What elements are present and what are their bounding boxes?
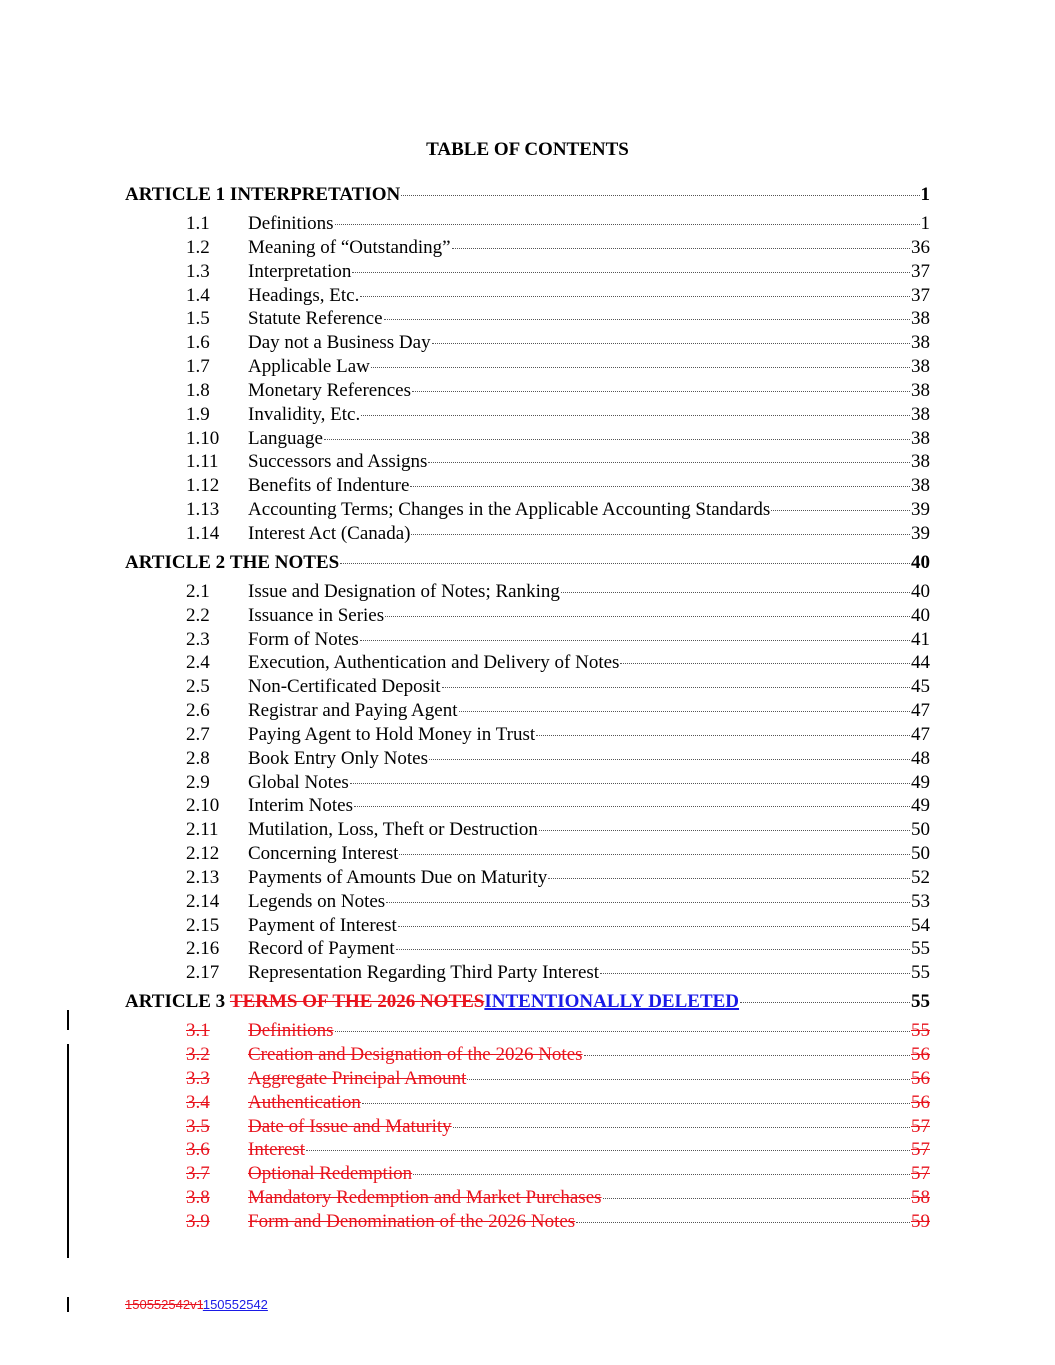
section-number: 2.14 — [186, 890, 220, 912]
section-number: 1.8 — [186, 379, 210, 401]
section-number: 1.3 — [186, 260, 210, 282]
dot-leader — [384, 319, 910, 320]
dot-leader — [453, 1127, 910, 1128]
page-number: 55 — [911, 1020, 930, 1042]
section-title: Definitions — [248, 213, 334, 234]
section-title: Optional Redemption — [248, 1163, 413, 1185]
toc-section-entry[interactable] — [125, 331, 930, 355]
section-number: 3.3 — [186, 1067, 210, 1089]
page-number: 48 — [911, 747, 930, 769]
section-number: 2.15 — [186, 914, 220, 936]
toc-section-entry[interactable] — [125, 771, 930, 795]
toc-section-entry[interactable] — [125, 842, 930, 866]
dot-leader — [352, 272, 910, 273]
section-title: Statute Reference — [248, 308, 383, 330]
section-title: Accounting Terms; Changes in the Applicable Accounting Standards — [248, 499, 771, 521]
section-title: Date of Issue and Maturity — [248, 1115, 452, 1137]
section-number: 1.9 — [186, 403, 210, 425]
dot-leader — [362, 1103, 910, 1104]
toc-section-entry[interactable] — [125, 212, 930, 236]
section-number: 1.5 — [186, 308, 210, 330]
dot-leader — [306, 1150, 910, 1151]
article-label: ARTICLE 2 — [125, 551, 226, 573]
toc-section-entry[interactable] — [125, 604, 930, 628]
toc-section-entry[interactable] — [125, 236, 930, 260]
toc-section-entry[interactable] — [125, 937, 930, 961]
page-number: 57 — [911, 1139, 930, 1161]
section-title: Mandatory Redemption and Market Purchases — [248, 1187, 602, 1209]
section-number: 2.2 — [186, 604, 210, 626]
dot-leader — [324, 439, 910, 440]
section-title: Successors and Assigns — [248, 451, 428, 473]
section-title: Paying Agent to Hold Money in Trust — [248, 723, 536, 745]
dot-leader — [371, 367, 910, 368]
section-title: Global Notes — [248, 771, 349, 793]
dot-leader — [410, 486, 910, 487]
toc-section-entry[interactable] — [125, 355, 930, 379]
dot-leader — [411, 534, 910, 535]
toc-section-entry[interactable] — [125, 580, 930, 604]
toc-section-entry[interactable] — [125, 498, 930, 522]
toc-section-entry[interactable] — [125, 699, 930, 723]
section-title: Payments of Amounts Due on Maturity — [248, 866, 548, 888]
dot-leader — [428, 462, 910, 463]
page-number: 38 — [911, 332, 930, 354]
section-number: 2.3 — [186, 628, 210, 650]
section-number: 1.2 — [186, 236, 210, 258]
dot-leader — [399, 854, 910, 855]
page-number: 47 — [911, 723, 930, 745]
page-number: 38 — [911, 427, 930, 449]
section-title: Form and Denomination of the 2026 Notes — [248, 1210, 576, 1232]
toc-section-entry[interactable] — [125, 284, 930, 308]
section-number: 2.4 — [186, 652, 210, 674]
section-number: 3.6 — [186, 1139, 210, 1161]
dot-leader — [432, 343, 910, 344]
section-title: Day not a Business Day — [248, 332, 431, 354]
toc-section-entry[interactable] — [125, 818, 930, 842]
page-number: 55 — [911, 991, 930, 1013]
page-number: 49 — [911, 795, 930, 817]
section-number: 3.8 — [186, 1187, 210, 1209]
section-number: 2.13 — [186, 866, 220, 888]
dot-leader — [360, 296, 910, 297]
dot-leader — [603, 1198, 910, 1199]
page-number: 38 — [911, 475, 930, 497]
toc-section-entry[interactable] — [125, 675, 930, 699]
section-title: Record of Payment — [248, 938, 395, 960]
dot-leader — [361, 415, 910, 416]
toc-title: TABLE OF CONTENTS — [426, 139, 629, 160]
article-label: ARTICLE 1 — [125, 184, 226, 205]
toc-section-entry[interactable] — [125, 961, 930, 985]
toc-section-entry[interactable] — [125, 1115, 930, 1139]
page-number: 38 — [911, 356, 930, 378]
section-number: 2.9 — [186, 771, 210, 793]
dot-leader — [561, 592, 910, 593]
section-title: Headings, Etc. — [248, 284, 360, 306]
toc-article-entry[interactable] — [125, 546, 930, 580]
inserted-doc-id: 150552542 — [202, 1297, 268, 1312]
section-number: 1.14 — [186, 522, 220, 544]
dot-leader — [401, 195, 919, 196]
page-number: 53 — [911, 890, 930, 912]
dot-leader — [429, 759, 910, 760]
section-title: Registrar and Paying Agent — [248, 700, 458, 722]
dot-leader — [360, 640, 910, 641]
section-number: 2.10 — [186, 795, 220, 817]
section-number: 3.2 — [186, 1044, 210, 1065]
change-bar — [67, 1010, 69, 1030]
section-number: 1.10 — [186, 427, 220, 449]
page-number: 38 — [911, 379, 930, 401]
dot-leader — [467, 1079, 910, 1080]
toc-section-entry[interactable] — [125, 651, 930, 675]
section-number: 1.11 — [186, 451, 219, 473]
dot-leader — [600, 973, 910, 974]
dot-leader — [350, 783, 910, 784]
dot-leader — [620, 663, 910, 664]
toc-section-entry[interactable] — [125, 1019, 930, 1043]
toc-section-entry[interactable] — [125, 474, 930, 498]
dot-leader — [740, 1002, 910, 1003]
page-number: 59 — [911, 1210, 930, 1232]
section-number: 2.17 — [186, 962, 220, 984]
section-title: Language — [248, 427, 323, 449]
dot-leader — [548, 878, 910, 879]
page-number: 49 — [911, 771, 930, 793]
toc-section-entry[interactable] — [125, 1091, 930, 1115]
toc-section-entry[interactable] — [125, 260, 930, 284]
section-title: Non-Certificated Deposit — [248, 676, 441, 698]
section-number: 3.5 — [186, 1115, 210, 1137]
section-title: Representation Regarding Third Party Interest — [248, 962, 600, 984]
section-title: Creation and Designation of the 2026 Notes — [248, 1044, 583, 1065]
section-title: Meaning of “Outstanding” — [248, 236, 451, 258]
toc-section-entry[interactable] — [125, 522, 930, 546]
section-number: 2.11 — [186, 819, 219, 841]
dot-leader — [335, 224, 920, 225]
section-number: 1.4 — [186, 284, 210, 306]
section-title: Interest Act (Canada) — [248, 522, 411, 544]
section-title: Invalidity, Etc. — [248, 403, 361, 425]
toc-section-entry[interactable] — [125, 1186, 930, 1210]
page-number: 52 — [911, 866, 930, 888]
section-title: Form of Notes — [248, 628, 359, 650]
dot-leader — [584, 1055, 910, 1056]
section-number: 2.5 — [186, 676, 210, 698]
section-number: 1.1 — [186, 213, 210, 234]
toc-section-entry[interactable] — [125, 628, 930, 652]
dot-leader — [576, 1222, 910, 1223]
page-number: 57 — [911, 1115, 930, 1137]
toc-section-entry[interactable] — [125, 914, 930, 938]
toc-article-entry[interactable] — [125, 985, 930, 1019]
section-number: 1.13 — [186, 499, 220, 521]
section-title: Execution, Authentication and Delivery of Notes — [248, 652, 620, 674]
section-number: 2.1 — [186, 580, 210, 602]
table-of-contents — [125, 178, 930, 1234]
toc-section-entry[interactable] — [125, 403, 930, 427]
deleted-doc-id: 150552542v1 — [125, 1297, 203, 1312]
page-number: 1 — [920, 213, 930, 234]
page-number: 37 — [911, 284, 930, 306]
toc-section-entry[interactable] — [125, 307, 930, 331]
section-number: 2.6 — [186, 700, 210, 722]
toc-section-entry[interactable] — [125, 379, 930, 403]
dot-leader — [452, 248, 910, 249]
article-heading: THE NOTES — [229, 551, 340, 573]
page-number: 55 — [911, 938, 930, 960]
toc-section-entry[interactable] — [125, 890, 930, 914]
page-number: 41 — [911, 628, 930, 650]
section-number: 2.16 — [186, 938, 220, 960]
page-number: 56 — [911, 1091, 930, 1113]
section-title: Legends on Notes — [248, 890, 386, 912]
section-title: Monetary References — [248, 379, 412, 401]
section-number: 3.4 — [186, 1091, 210, 1113]
dot-leader — [413, 1174, 910, 1175]
page-number: 39 — [911, 522, 930, 544]
dot-leader — [442, 687, 910, 688]
section-number: 3.9 — [186, 1210, 210, 1232]
article-heading-inserted: INTENTIONALLY DELETED — [484, 991, 740, 1013]
section-title: Authentication — [248, 1091, 361, 1113]
page-number: 1 — [920, 184, 930, 205]
section-number: 3.7 — [186, 1163, 210, 1185]
page-number: 38 — [911, 308, 930, 330]
toc-section-entry[interactable] — [125, 1162, 930, 1186]
section-title: Aggregate Principal Amount — [248, 1067, 467, 1089]
page-number: 57 — [911, 1163, 930, 1185]
section-number: 3.1 — [186, 1020, 210, 1042]
section-title: Concerning Interest — [248, 843, 399, 865]
dot-leader — [398, 926, 910, 927]
section-title: Applicable Law — [248, 356, 370, 378]
dot-leader — [335, 1031, 911, 1032]
page-number: 38 — [911, 403, 930, 425]
page-number: 38 — [911, 451, 930, 473]
page-number: 44 — [911, 652, 930, 674]
page-number: 56 — [911, 1067, 930, 1089]
toc-section-entry[interactable] — [125, 450, 930, 474]
article-heading: INTERPRETATION — [229, 184, 401, 205]
article-heading-deleted: TERMS OF THE 2026 NOTES — [229, 991, 485, 1013]
section-number: 1.6 — [186, 332, 210, 354]
change-bar — [67, 1044, 69, 1258]
dot-leader — [459, 711, 911, 712]
dot-leader — [386, 902, 910, 903]
page-number: 45 — [911, 676, 930, 698]
page-number: 40 — [911, 551, 930, 573]
page-number: 36 — [911, 236, 930, 258]
page-number: 54 — [911, 914, 930, 936]
page-number: 47 — [911, 700, 930, 722]
page-number: 56 — [911, 1044, 930, 1065]
section-title: Interest — [248, 1139, 305, 1161]
toc-section-entry[interactable] — [125, 866, 930, 890]
dot-leader — [536, 735, 910, 736]
section-title: Definitions — [248, 1020, 334, 1042]
toc-section-entry[interactable] — [125, 427, 930, 451]
toc-section-entry[interactable] — [125, 1138, 930, 1162]
page-number: 50 — [911, 819, 930, 841]
dot-leader — [396, 949, 910, 950]
section-title: Issue and Designation of Notes; Ranking — [248, 580, 560, 602]
toc-section-entry[interactable] — [125, 794, 930, 818]
toc-section-entry[interactable] — [125, 723, 930, 747]
dot-leader — [354, 806, 910, 807]
toc-article-entry[interactable] — [125, 178, 930, 212]
section-title: Interpretation — [248, 260, 352, 282]
toc-section-entry[interactable] — [125, 1067, 930, 1091]
section-number: 2.8 — [186, 747, 210, 769]
section-title: Mutilation, Loss, Theft or Destruction — [248, 819, 538, 841]
document-id-footer — [125, 1297, 268, 1312]
article-label: ARTICLE 3 — [125, 991, 226, 1013]
page-number: 55 — [911, 962, 930, 984]
section-title: Benefits of Indenture — [248, 475, 410, 497]
section-number: 1.12 — [186, 475, 220, 497]
section-number: 1.7 — [186, 356, 210, 378]
page-number: 50 — [911, 843, 930, 865]
section-title: Issuance in Series — [248, 604, 385, 626]
page-number: 39 — [911, 499, 930, 521]
toc-section-entry[interactable] — [125, 747, 930, 771]
dot-leader — [412, 391, 910, 392]
section-title: Interim Notes — [248, 795, 354, 817]
dot-leader — [340, 563, 910, 564]
page-number: 58 — [911, 1187, 930, 1209]
section-number: 2.12 — [186, 843, 220, 865]
dot-leader — [385, 616, 910, 617]
dot-leader — [771, 510, 910, 511]
page-number: 40 — [911, 580, 930, 602]
toc-section-entry[interactable] — [125, 1210, 930, 1234]
section-title: Payment of Interest — [248, 914, 397, 936]
dot-leader — [539, 830, 910, 831]
page-number: 37 — [911, 260, 930, 282]
section-number: 2.7 — [186, 723, 210, 745]
page-number: 40 — [911, 604, 930, 626]
section-title: Book Entry Only Notes — [248, 747, 428, 769]
change-bar — [67, 1297, 69, 1312]
toc-section-entry[interactable] — [125, 1043, 930, 1067]
